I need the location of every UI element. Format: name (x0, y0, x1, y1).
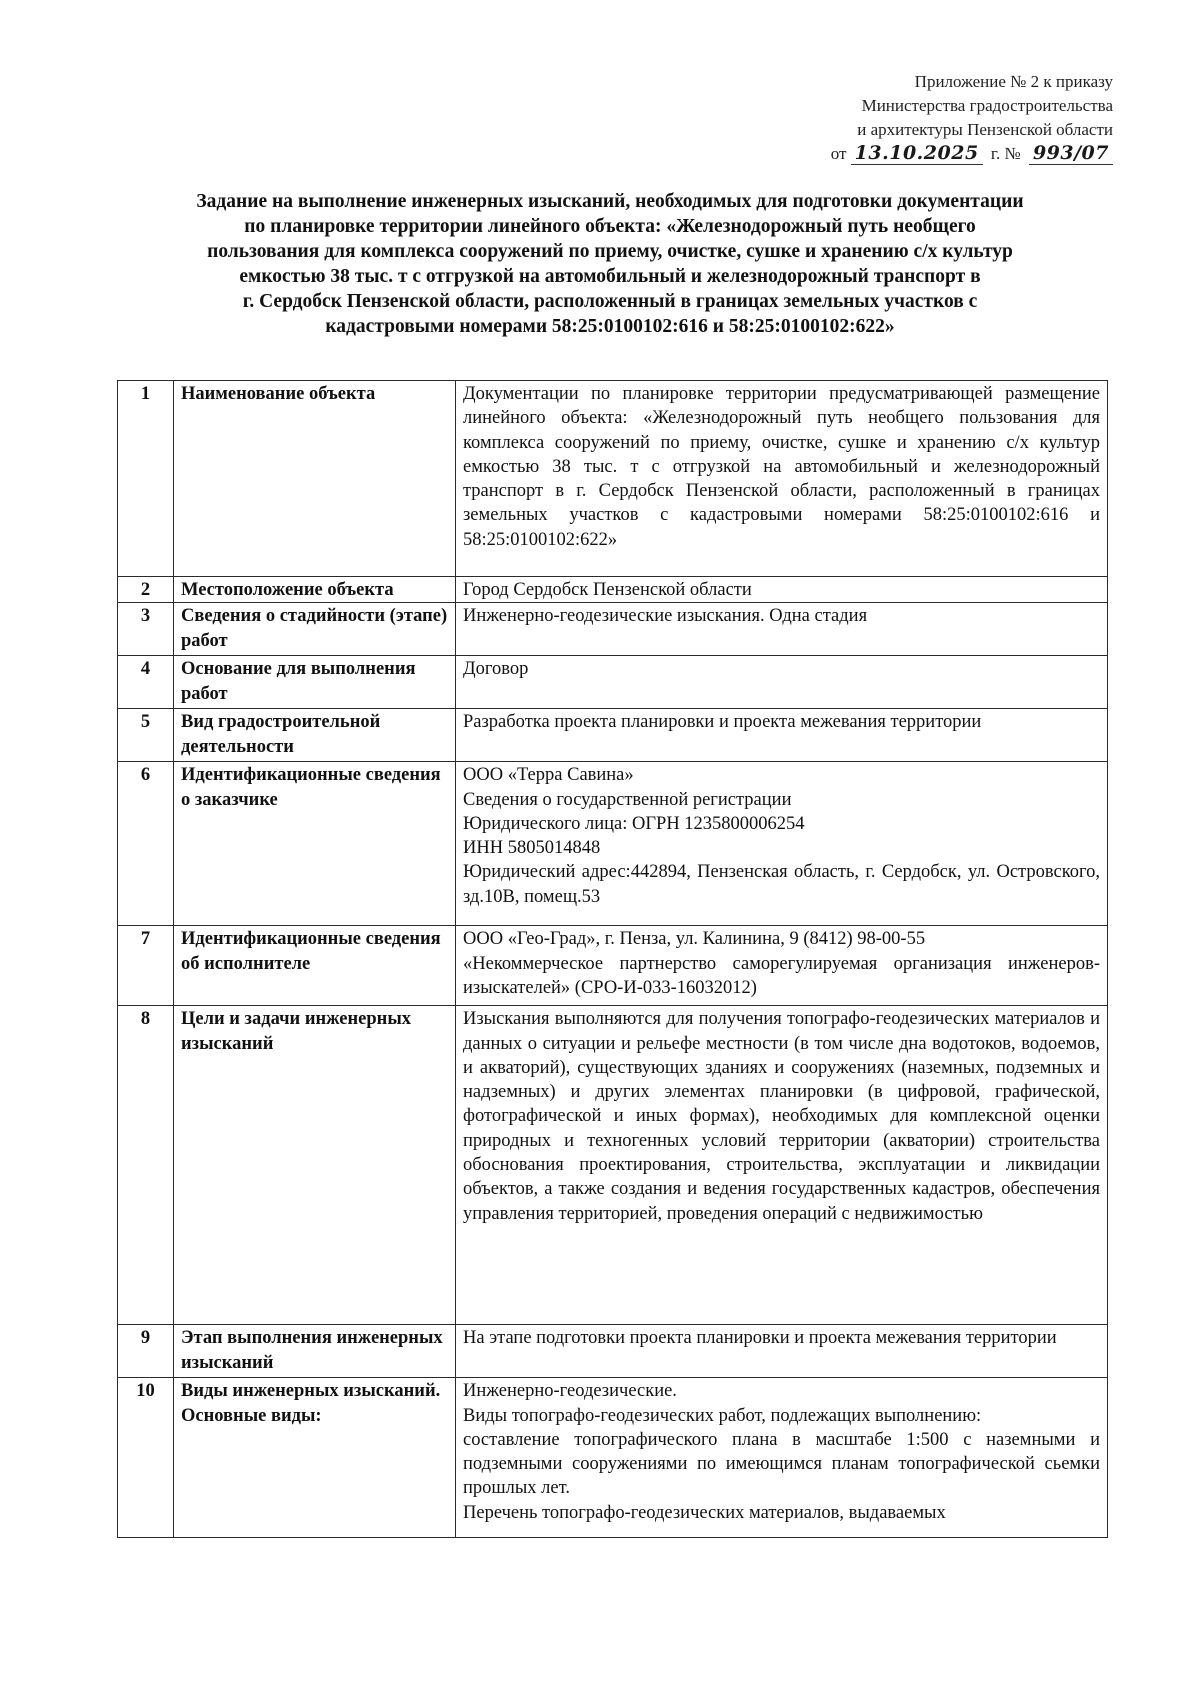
table-row (118, 603, 1108, 656)
row-name-sub: Основные виды: (181, 1405, 322, 1426)
title-line: емкостью 38 тыс. т с отгрузкой на автомобильный и железнодорожный транспорт в (239, 266, 981, 287)
row-name: Идентификационные сведения о заказчике (174, 762, 456, 926)
row-name: Основание для выполнения работ (174, 656, 456, 709)
table-row (118, 1378, 1108, 1538)
row-number: 9 (118, 1325, 174, 1378)
appendix-line-2: Министерства градостроительства (861, 96, 1113, 115)
table-row (118, 1325, 1108, 1378)
value-line: ИНН 5805014848 (463, 838, 601, 859)
value-line: «Некоммерческое партнерство саморегулируемая организация инженеров-изыскателей» (СРО-И-033-16032012) (463, 953, 1100, 998)
handwritten-number: 993/07 (1029, 142, 1113, 165)
title-line: по планировке территории линейного объекта: «Железнодорожный путь необщего (244, 216, 976, 237)
row-number: 1 (118, 381, 174, 577)
from-label: от (830, 144, 847, 163)
table-row (118, 1006, 1108, 1325)
value-line: ООО «Терра Савина» (463, 765, 634, 786)
row-number: 7 (118, 926, 174, 1006)
row-name: Вид градостроительной деятельности (174, 709, 456, 762)
row-number: 8 (118, 1006, 174, 1325)
row-name: Наименование объекта (174, 381, 456, 577)
row-name-main: Виды инженерных изысканий. (181, 1381, 441, 1402)
row-name: Сведения о стадийности (этапе) работ (174, 603, 456, 656)
row-value (456, 762, 1108, 926)
appendix-header (831, 70, 1113, 166)
table-row (118, 709, 1108, 762)
row-number: 6 (118, 762, 174, 926)
appendix-line-3: и архитектуры Пензенской области (857, 120, 1113, 139)
row-number: 3 (118, 603, 174, 656)
value-line: Виды топографо-геодезических работ, подлежащих выполнению: (463, 1405, 982, 1426)
row-number: 2 (118, 577, 174, 603)
row-number: 5 (118, 709, 174, 762)
row-value: На этапе подготовки проекта планировки и проекта межевания территории (456, 1325, 1108, 1378)
value-line: Перечень топографо-геодезических материалов, выдаваемых (463, 1502, 946, 1523)
row-number: 10 (118, 1378, 174, 1538)
value-line: ООО «Гео-Град», г. Пенза, ул. Калинина, 9 (8412) 98-00-55 (463, 929, 926, 950)
row-name: Этап выполнения инженерных изысканий (174, 1325, 456, 1378)
row-name (174, 1378, 456, 1538)
value-line: составление топографического плана в масштабе 1:500 с наземными и подземными сооружениями по имеющимся планам топографической сьемки прошлых лет. (463, 1429, 1100, 1499)
row-name: Идентификационные сведения об исполнителе (174, 926, 456, 1006)
row-value: Город Сердобск Пензенской области (456, 577, 1108, 603)
row-name: Местоположение объекта (174, 577, 456, 603)
row-value (456, 1378, 1108, 1538)
value-line: Инженерно-геодезические. (463, 1381, 677, 1402)
value-line: Юридического лица: ОГРН 1235800006254 (463, 813, 805, 834)
appendix-line-1: Приложение № 2 к приказу (914, 72, 1113, 91)
row-value: Договор (456, 656, 1108, 709)
table-row (118, 762, 1108, 926)
row-number: 4 (118, 656, 174, 709)
row-value: Документации по планировке территории предусматривающей размещение линейного объекта: «Железнодорожный путь необщего пользования для комплекса сооружений по приему, очистке, сушке и хранению с/х культур емкостью 38 тыс. т с отгрузкой на автомобильный и железнодорожный транспорт в г. Сердобск Пензенской области, расположенный в границах земельных участков с кадастровыми номерами 58:25:0100102:616 и 58:25:0100102:622» (456, 381, 1108, 577)
row-value: Разработка проекта планировки и проекта межевания территории (456, 709, 1108, 762)
handwritten-date: 13.10.2025 (851, 142, 983, 165)
row-name: Цели и задачи инженерных изысканий (174, 1006, 456, 1325)
table-row (118, 656, 1108, 709)
value-line: Сведения о государственной регистрации (463, 789, 792, 810)
table-row (118, 926, 1108, 1006)
value-line: Юридический адрес:442894, Пензенская область, г. Сердобск, ул. Островского, зд.10В, помещ.53 (463, 862, 1100, 907)
title-line: кадастровыми номерами 58:25:0100102:616 и 58:25:0100102:622» (325, 316, 895, 337)
order-date-number (831, 142, 1113, 166)
document-title (110, 189, 1110, 339)
title-line: Задание на выполнение инженерных изысканий, необходимых для подготовки документации (196, 191, 1024, 212)
task-table (117, 380, 1108, 1538)
row-value (456, 926, 1108, 1006)
table-row (118, 381, 1108, 577)
number-label: г. № (990, 144, 1021, 163)
title-line: пользования для комплекса сооружений по приему, очистке, сушке и хранению с/х культур (207, 241, 1013, 262)
row-value: Инженерно-геодезические изыскания. Одна стадия (456, 603, 1108, 656)
title-line: г. Сердобск Пензенской области, расположенный в границах земельных участков с (242, 291, 978, 312)
table-row (118, 577, 1108, 603)
row-value: Изыскания выполняются для получения топографо-геодезических материалов и данных о ситуации и рельефе местности (в том числе дна водотоков, водоемов, и акваторий), существующих зданиях и сооружениях (наземных, подземных и надземных) и других элементах планировки (в цифровой, графической, фотографической и иных формах), необходимых для комплексной оценки природных и техногенных условий территории (акватории) строительства обоснования проектирования, строительства, эксплуатации и ликвидации объектов, а также создания и ведения государственных кадастров, обеспечения управления территорией, проведения операций с недвижимостью (456, 1006, 1108, 1325)
